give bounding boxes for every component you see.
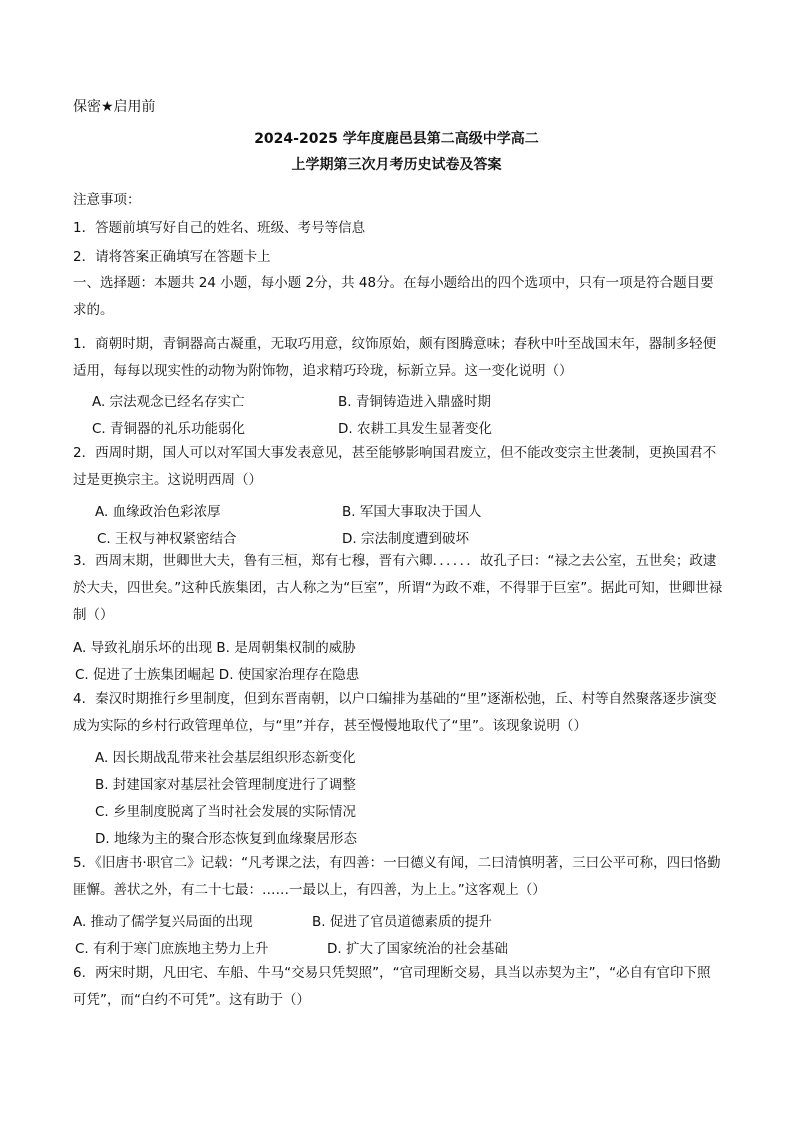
question-5-option-d: D. 扩大了国家统治的社会基础 — [327, 941, 508, 957]
exam-title-line2: 上学期第三次月考历史试卷及答案 — [291, 157, 502, 173]
question-1-option-b: B. 青铜铸造进入鼎盛时期 — [338, 394, 491, 410]
question-5-option-a: A. 推动了儒学复兴局面的出现 — [73, 914, 253, 930]
question-4-option-a: A. 因长期战乱带来社会基层组织形态新变化 — [95, 750, 356, 766]
section-instruction: 一、选择题：本题共 24 小题，每小题 2分，共 48分。在每小题给出的四个选项中，只有一项是符合题目要求的。 — [73, 275, 714, 318]
question-6-stem: 6．两宋时期，凡田宅、车船、牛马“交易只凭契照”，“官司理断交易，具当以赤契为主”，“必自有官印下照可凭”，而“白约不可凭”。这有助于（） — [73, 965, 711, 1008]
question-1-option-d: D. 农耕工具发生显著变化 — [338, 421, 492, 437]
question-2-option-d: D. 宗法制度遭到破坏 — [342, 531, 469, 547]
question-1-option-c: C. 青铜器的礼乐功能弱化 — [92, 421, 246, 437]
question-3-stem: 3．西周末期，世卿世大夫，鲁有三桓，郑有七穆，晋有六卿．．．．．．故孔子曰：“禄之去公室，五世矣；政逮於大夫，四世矣。”这种氏族集团，古人称之为“巨室”，所谓“为政不难，不得罪于巨室”。据此可知，世卿世禄制（） — [73, 553, 723, 623]
question-3-options-cd: C. 促进了士族集团崛起 D. 使国家治理存在隐患 — [75, 667, 360, 683]
question-4-stem: 4．秦汉时期推行乡里制度，但到东晋南朝，以户口编排为基础的“里”逐渐松弛，丘、村等自然聚落逐步演变成为实际的乡村行政管理单位，与“里”并存，甚至慢慢地取代了“里”。该现象说明（） — [73, 691, 717, 734]
notice-item-2: 2．请将答案正确填写在答题卡上 — [73, 249, 271, 265]
question-2-option-a: A. 血缘政治色彩浓厚 — [95, 504, 221, 520]
question-5-stem: 5．《旧唐书·职官二》记载：“凡考课之法，有四善：一曰德义有闻，二曰清慎明著，三曰公平可称，四曰恪勤匪懈。善状之外，有二十七最：……一最以上，有四善，为上上。”这客观上（） — [73, 855, 721, 898]
question-4-option-b: B. 封建国家对基层社会管理制度进行了调整 — [95, 777, 356, 793]
question-2-option-b: B. 军国大事取决于国人 — [342, 504, 482, 520]
exam-title-line1: 2024-2025 学年度鹿邑县第二高级中学高二 — [254, 131, 539, 147]
notice-item-1: 1．答题前填写好自己的姓名、班级、考号等信息 — [73, 220, 366, 236]
question-4-option-c: C. 乡里制度脱离了当时社会发展的实际情况 — [95, 804, 357, 820]
question-2-option-c: C. 王权与神权紧密结合 — [97, 531, 237, 547]
notice-heading: 注意事项： — [73, 192, 141, 208]
question-4-option-d: D. 地缘为主的聚合形态恢复到血缘聚居形态 — [95, 831, 357, 847]
question-5-option-b: B. 促进了官员道德素质的提升 — [312, 914, 492, 930]
question-3-options-ab: A. 导致礼崩乐坏的出现 B. 是周朝集权制的威胁 — [73, 640, 356, 656]
question-5-option-c: C. 有利于寒门庶族地主势力上升 — [75, 941, 269, 957]
confidential-mark: 保密★启用前 — [73, 99, 156, 115]
question-1-option-a: A. 宗法观念已经名存实亡 — [92, 394, 245, 410]
question-2-stem: 2．西周时期，国人可以对军国大事发表意见，甚至能够影响国君废立，但不能改变宗主世袭制，更换国君不过是更换宗主。这说明西周（） — [73, 445, 717, 488]
question-1-stem: 1．商朝时期，青铜器高古凝重，无取巧用意，纹饰原始，颇有图腾意味；春秋中叶至战国末年，器制多轻便适用，每每以现实性的动物为附饰物，追求精巧玲珑，标新立异。这一变化说明（） — [73, 336, 717, 379]
